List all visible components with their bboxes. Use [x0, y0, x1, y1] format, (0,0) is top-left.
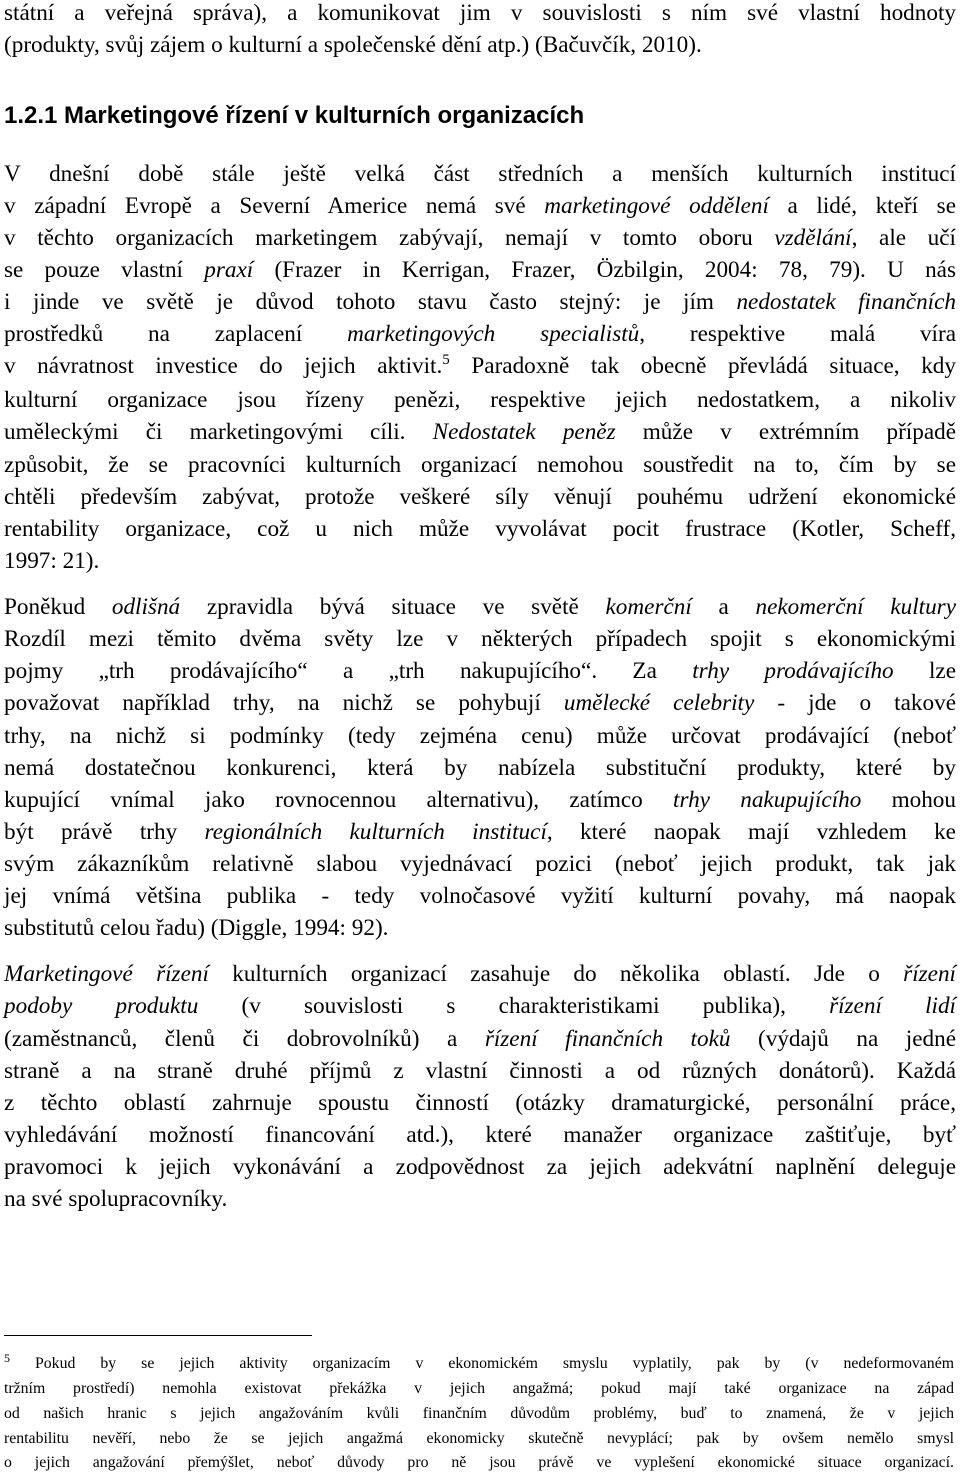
text: jej vnímá většina publika - tedy volnočasové vyžití kulturní povahy, má naopak [4, 883, 956, 909]
text: substitutů celou řadu) (Diggle, 1994: 92). [4, 915, 389, 941]
p1-line [4, 254, 956, 286]
section-heading: 1.2.1 Marketingové řízení v kulturních organizacích [4, 102, 585, 129]
p2-line [4, 784, 956, 816]
text: , respektive malá víra [639, 321, 957, 347]
p3-line [4, 1183, 956, 1215]
p1-line [4, 350, 956, 382]
p1-line [4, 545, 956, 577]
text: (výdajů na jedné [730, 1026, 956, 1052]
text: straně a na straně druhé příjmů z vlastní činnosti a od různých donátorů). Každá [4, 1058, 956, 1084]
text: rentabilitu nevěří, nebo že se jejich angažmá ekonomicky skutečně nevyplácí; pak by ovšem nemělo smysl [4, 1430, 954, 1447]
emphasis: nekomerční kultury [755, 594, 956, 620]
footnote-line [4, 1451, 954, 1475]
emphasis: praxí [204, 257, 254, 283]
text: a lidé, kteří se [768, 193, 957, 219]
text: o jejich angažování přemýšlet, neboť důvody pro ně jsou právě ve vyplešení ekonomické situace organizací. [4, 1454, 954, 1471]
emphasis: vzdělání [774, 225, 852, 251]
p3-line [4, 1119, 956, 1151]
text: , které naopak mají vzhledem ke [546, 819, 956, 845]
p1-line [4, 384, 956, 416]
footnote-line [4, 1427, 954, 1451]
text: může v extrémním případě [615, 419, 957, 445]
emphasis: trhy prodávajícího [692, 658, 894, 684]
emphasis: marketingové oddělení [544, 193, 769, 219]
p2-line [4, 880, 956, 912]
emphasis: marketingových specialistů [347, 321, 640, 347]
emphasis: umělecké celebrity [563, 690, 755, 716]
p3-line [4, 1151, 956, 1183]
p1-line [4, 158, 956, 190]
text: Pokud by se jejich aktivity organizacím v ekonomickém smyslu vyplatily, pak by (v nedeformovaném [10, 1355, 954, 1372]
emphasis: podoby produktu [4, 993, 199, 1019]
emphasis: komerční [605, 594, 692, 620]
footnote-marker: 5 [4, 1351, 10, 1365]
text: - jde o takové [754, 690, 956, 716]
text: trhy, na nichž si podmínky (tedy zejména cenu) může určovat prodávající (neboť [4, 723, 956, 749]
text: v západní Evropě a Severní Americe nemá své [4, 193, 545, 219]
p2-line [4, 687, 956, 719]
p3-line [4, 958, 956, 990]
emphasis: trhy nakupujícího [673, 787, 862, 813]
text: pravomoci k jejich vykonávání a zodpovědnost za jejich adekvátní naplnění deleguje [4, 1154, 956, 1180]
p2-line [4, 623, 956, 655]
footnote-line [4, 1377, 954, 1401]
text: státní a veřejná správa), a komunikovat jim v souvislosti s ním své vlastní hodnoty [4, 0, 956, 26]
text: považovat například trhy, na nichž se pohybují [4, 690, 564, 716]
text: Rozdíl mezi těmito dvěma světy lze v některých případech spojit s ekonomickými [4, 626, 956, 652]
intro-line-1 [4, 0, 956, 29]
emphasis: řízení [903, 961, 956, 987]
footnote-line [4, 1402, 954, 1426]
text: i jinde ve světě je důvod tohoto stavu často stejný: je jím [4, 289, 737, 315]
p2-line [4, 655, 956, 687]
text: 1997: 21). [4, 548, 100, 574]
p2-line [4, 752, 956, 784]
text: být právě trhy [4, 819, 205, 845]
p1-line [4, 513, 956, 545]
text: (Frazer in Kerrigan, Frazer, Özbilgin, 2004: 78, 79). U nás [253, 257, 956, 283]
p3-line [4, 1087, 956, 1119]
text: (produkty, svůj zájem o kulturní a společenské dění atp.) (Bačuvčík, 2010). [4, 32, 702, 58]
text: tržním prostředí) nemohla existovat překážka v jejich angažmá; pokud mají také organizace na západ [4, 1380, 954, 1397]
p2-line [4, 848, 956, 880]
p2-line [4, 591, 956, 623]
emphasis: regionálních kulturních institucí [204, 819, 547, 845]
emphasis: řízení finančních toků [484, 1026, 731, 1052]
intro-line-2 [4, 29, 956, 61]
p1-line [4, 481, 956, 513]
text: kulturních organizací zasahuje do několika oblastí. Jde o [208, 961, 904, 987]
text: (v souvislosti s charakteristikami publika), [198, 993, 830, 1019]
text: na své spolupracovníky. [4, 1186, 228, 1212]
p2-line [4, 816, 956, 848]
p1-line [4, 222, 956, 254]
p1-line [4, 449, 956, 481]
text: chtěli především zabývat, protože veškeré síly věnují pouhému udržení ekonomické [4, 484, 956, 510]
text: v návratnost investice do jejich aktivit. [4, 353, 443, 379]
text: V dnešní době stále ještě velká část středních a menších kulturních institucí [4, 161, 956, 187]
text: svým zákazníkům relativně slabou vyjednávací pozici (neboť jejich produkt, tak jak [4, 851, 956, 877]
text: kupující vnímal jako rovnocennou alternativu), zatímco [4, 787, 674, 813]
text: lze [893, 658, 956, 684]
p2-line [4, 720, 956, 752]
text: z těchto oblastí zahrnuje spoustu činností (otázky dramaturgické, personální práce, [4, 1090, 956, 1116]
p1-line [4, 318, 956, 350]
footnote-rule [4, 1335, 312, 1336]
emphasis: Marketingové řízení [4, 961, 209, 987]
text: , ale učí [851, 225, 956, 251]
emphasis: odlišná [111, 594, 181, 620]
text: a [691, 594, 756, 620]
text: rentability organizace, což u nich může vyvolávat pocit frustrace (Kotler, Scheff, [4, 516, 956, 542]
text: uměleckými či marketingovými cíli. [4, 419, 433, 445]
text: (zaměstnanců, členů či dobrovolníků) a [4, 1026, 485, 1052]
text: od našich hranic s jejich angažováním kvůli finančním důvodům problémy, buď to znamená, že v jejich [4, 1405, 954, 1422]
text: vyhledávání možností financování atd.), které manažer organizace zaštiťuje, byť [4, 1122, 956, 1148]
text: Poněkud [4, 594, 112, 620]
text: zpravidla bývá situace ve světě [180, 594, 606, 620]
text: způsobit, že se pracovníci kulturních organizací nemohou soustředit na to, čím by se [4, 452, 956, 478]
emphasis: nedostatek finančních [736, 289, 956, 315]
p3-line [4, 1055, 956, 1087]
p3-line [4, 1023, 956, 1055]
p1-line [4, 190, 956, 222]
text: kulturní organizace jsou řízeny penězi, respektive jejich nedostatkem, a nikoliv [4, 387, 956, 413]
text: prostředků na zaplacení [4, 321, 348, 347]
text: v těchto organizacích marketingem zabývají, nemají v tomto oboru [4, 225, 775, 251]
emphasis: řízení lidí [829, 993, 956, 1019]
p2-line [4, 912, 956, 944]
text: Paradoxně tak obecně převládá situace, kdy [449, 353, 956, 379]
p1-line [4, 416, 956, 448]
footnote-line [4, 1352, 954, 1376]
text: pojmy „trh prodávajícího“ a „trh nakupujícího“. Za [4, 658, 693, 684]
p3-line [4, 990, 956, 1022]
footnote-ref[interactable]: 5 [442, 352, 450, 368]
emphasis: Nedostatek peněz [432, 419, 616, 445]
text: nemá dostatečnou konkurenci, která by nabízela substituční produkty, které by [4, 755, 956, 781]
text: mohou [861, 787, 956, 813]
p1-line [4, 286, 956, 318]
text: se pouze vlastní [4, 257, 205, 283]
